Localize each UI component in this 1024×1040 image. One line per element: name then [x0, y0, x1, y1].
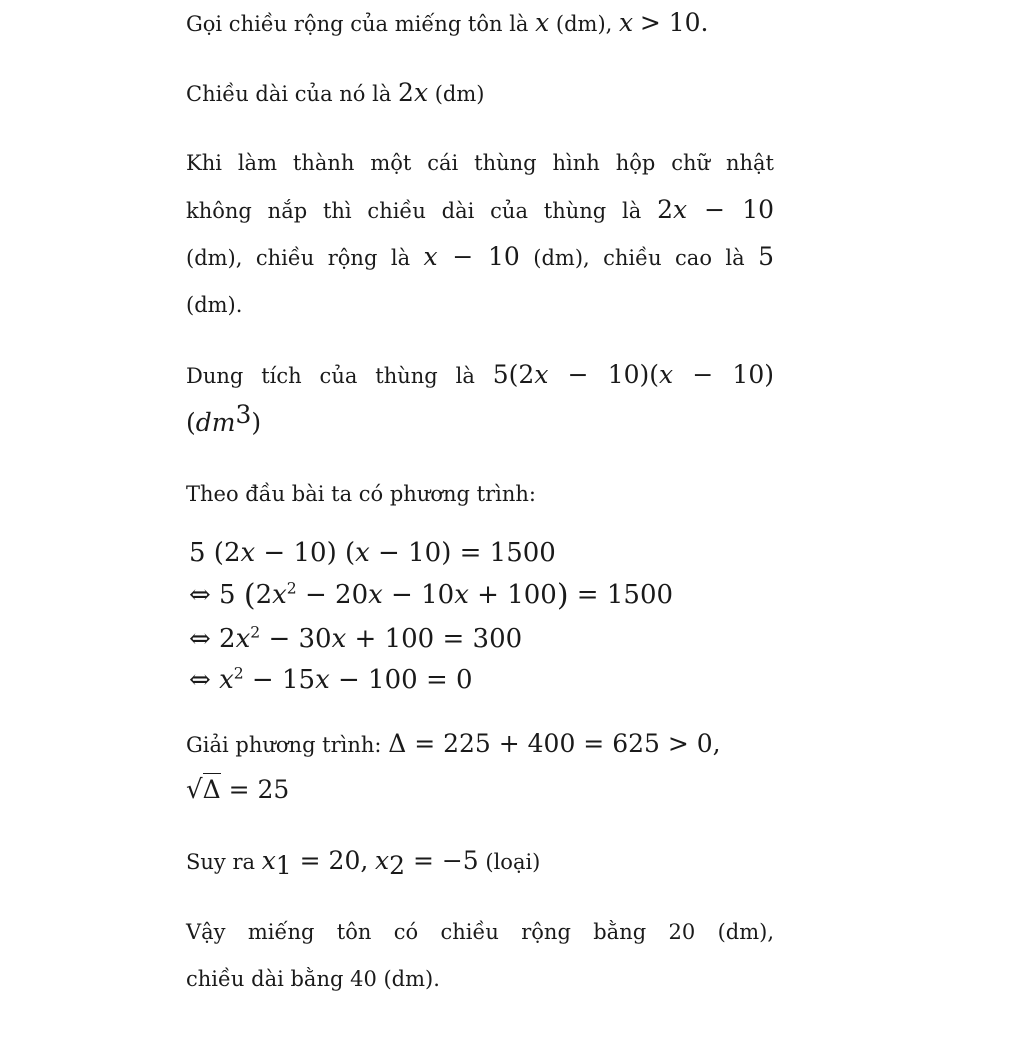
para-discriminant: Giải phương trình: Δ = 225 + 400 = 625 > 0, — [186, 729, 721, 758]
equation-step-2: ⇔ 5 $(2x^2 - 20x - 10x + 100) = 1500$ — [189, 578, 674, 613]
para-length-definition: Chiều dài của nó là 2x (dm) — [186, 78, 485, 107]
para-equation-intro: Theo đầu bài ta có phương trình: — [186, 482, 536, 506]
para-roots: Suy ra $x_1 = 20$, $x_2 = -5$ (loại) — [186, 846, 541, 881]
equation-step-3: ⇔ $2x^2 - 30x + 100 = 300$ — [189, 623, 523, 654]
para-box-line-4: (dm). — [186, 293, 243, 317]
equation-step-1: 5 (2x − 10) (x − 10) = 1500 — [189, 538, 556, 568]
para-volume-line-2: $(dm^3)$ — [186, 400, 262, 437]
para-width-definition: Gọi chiều rộng của miếng tôn là x (dm), x > 10. — [186, 8, 709, 37]
sqrt-symbol: √Δ — [186, 775, 221, 805]
para-volume-line-1: Dung tích của thùng là 5(2x − 10)(x − 10) — [186, 360, 774, 389]
para-conclusion-line-1: Vậy miếng tôn có chiều rộng bằng 20 (dm), — [186, 920, 774, 944]
para-box-line-3: (dm), chiều rộng là x − 10 (dm), chiều cao là 5 — [186, 242, 775, 271]
para-box-line-1: Khi làm thành một cái thùng hình hộp chữ nhật — [186, 151, 774, 175]
para-box-line-2: không nắp thì chiều dài của thùng là 2x − 10 — [186, 195, 774, 224]
para-sqrt-discriminant: √Δ = 25 — [186, 775, 290, 805]
para-conclusion-line-2: chiều dài bằng 40 (dm). — [186, 967, 440, 991]
equation-step-4: ⇔ $x^2 - 15x - 100 = 0$ — [189, 664, 473, 695]
